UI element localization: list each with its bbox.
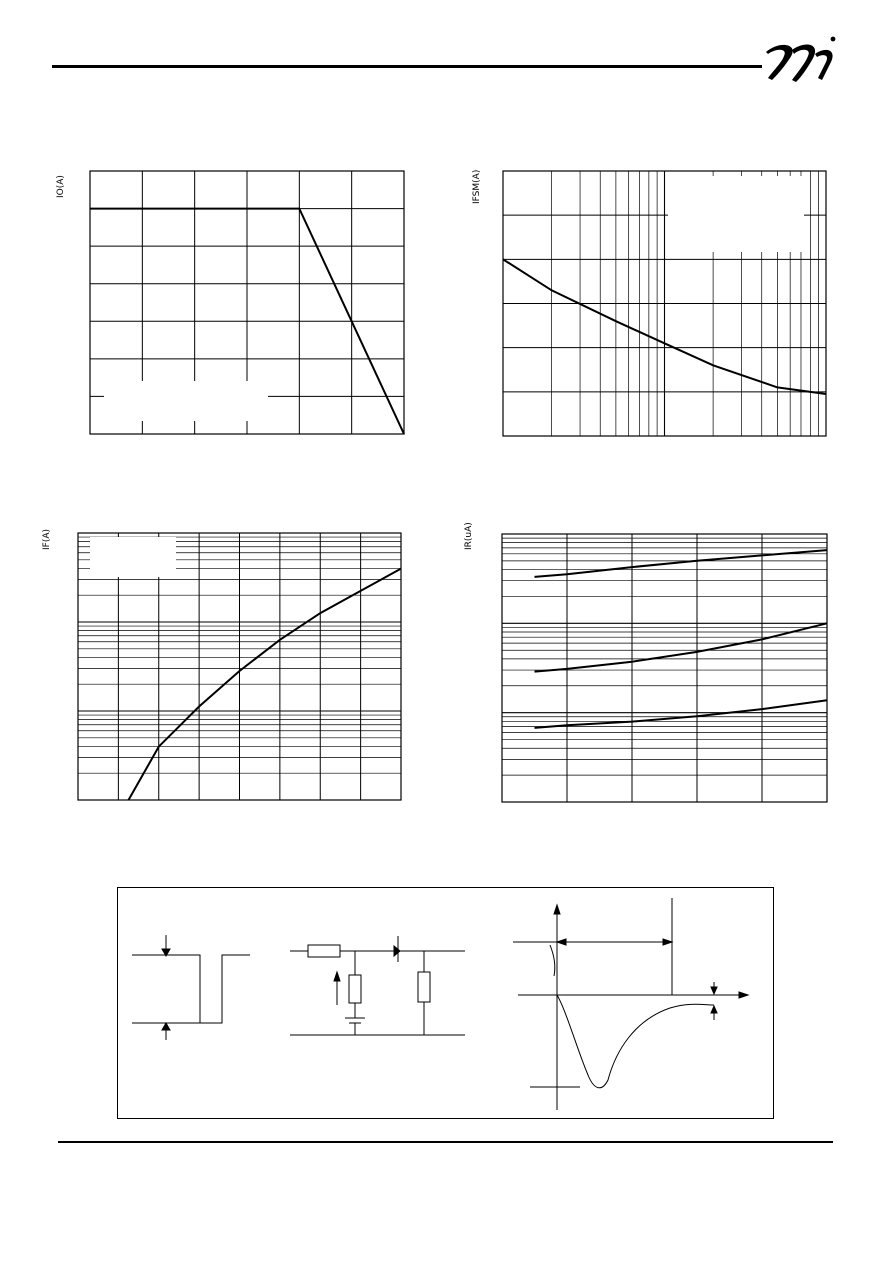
chart4-series-line-3 bbox=[535, 700, 828, 728]
chart4-series-line-2 bbox=[535, 623, 828, 671]
footer-rule bbox=[58, 1141, 833, 1143]
chart4-frame bbox=[502, 534, 827, 802]
chart4-ylabel: IR(uA) bbox=[464, 522, 474, 550]
test-circuit-frame bbox=[117, 887, 774, 1119]
chart1-ylabel: IO(A) bbox=[56, 175, 66, 198]
chart2-ylabel: IFSM(A) bbox=[472, 169, 482, 204]
chart3-ylabel: IF(A) bbox=[42, 528, 52, 550]
